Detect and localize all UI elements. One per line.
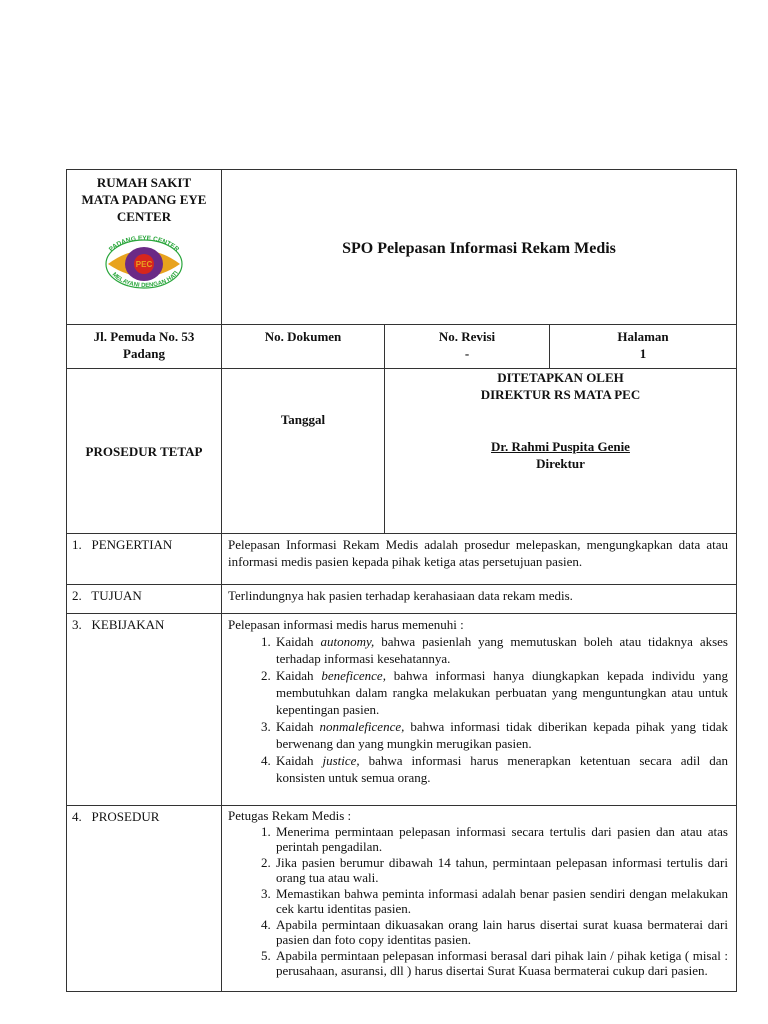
list-item: 2. Kaidah beneficence, bahwa informasi hanya diungkapkan kepada individu yang membutuhkan dalam rangka melakukan perbuatan yang menguntungkan atau untuk kepentingan pasien. (274, 667, 728, 718)
doc-number-label: No. Dokumen (264, 329, 342, 344)
list-item: 5. Apabila permintaan pelepasan informasi berasal dari pihak lain / pihak ketiga ( misal : perusahaan, asuransi, dll ) harus disertai Surat Kuasa bermaterai cukup dari pasien. (274, 948, 728, 979)
prosedur-intro: Petugas Rekam Medis : (228, 808, 352, 823)
logo-center-text: PEC (135, 260, 153, 269)
signer-name: Dr. Rahmi Puspita Genie (491, 439, 630, 454)
address-line2: Padang (123, 346, 165, 361)
date-cell (222, 369, 385, 534)
revision-label: No. Revisi (438, 329, 496, 344)
set-by-line2: DIREKTUR RS MATA PEC (480, 387, 641, 402)
kebijakan-intro: Pelepasan informasi medis harus memenuhi : (228, 617, 464, 632)
section-kebijakan-label: 3. KEBIJAKAN (67, 614, 222, 806)
list-item: 1. Menerima permintaan pelepasan informasi secara tertulis dari pasien dan atau atas perintah pengadilan. (274, 824, 728, 855)
list-item: 1. Kaidah autonomy, bahwa pasienlah yang memutuskan boleh atau tidaknya akses terhadap informasi kesehatannya. (274, 633, 728, 667)
page-label: Halaman (617, 329, 669, 344)
doc-number-cell (222, 325, 385, 369)
logo-bottom-text: MELAYANI DENGAN HATI (110, 270, 180, 289)
prosedur-list (228, 824, 728, 979)
revision-cell (385, 325, 550, 369)
document-title-cell (222, 170, 737, 325)
section-kebijakan-body (222, 614, 737, 806)
signer-title: Direktur (536, 456, 585, 471)
hospital-name-line2: MATA PADANG EYE (81, 192, 207, 207)
pec-logo (96, 231, 192, 293)
list-item: 2. Jika pasien berumur dibawah 14 tahun, permintaan pelepasan informasi tertulis dari orang tua atau wali. (274, 855, 728, 886)
hospital-name (67, 170, 221, 225)
procedure-label-cell (67, 369, 222, 534)
section-prosedur-label: 4. PROSEDUR (67, 806, 222, 992)
hospital-name-line3: CENTER (116, 209, 172, 224)
spo-document (66, 169, 736, 992)
logo-top-text: PADANG EYE CENTER (107, 234, 181, 254)
list-item: 4. Apabila permintaan dikuasakan orang lain harus disertai surat kuasa bermaterai dari pasien dan foto copy identitas pasien. (274, 917, 728, 948)
kebijakan-list (228, 633, 728, 786)
approval-cell (385, 369, 737, 534)
section-prosedur-body (222, 806, 737, 992)
section-pengertian-label: 1. PENGERTIAN (67, 534, 222, 585)
list-item: 3. Kaidah nonmaleficence, bahwa informasi tidak diberikan kepada pihak yang tidak berwenang dan yang mungkin merugikan pasien. (274, 718, 728, 752)
document-title: SPO Pelepasan Informasi Rekam Medis (342, 239, 616, 257)
set-by-line1: DITETAPKAN OLEH (497, 370, 624, 385)
spo-table (66, 169, 737, 992)
list-item: 3. Memastikan bahwa peminta informasi adalah benar pasien sendiri dengan melakukan cek kartu identitas pasien. (274, 886, 728, 917)
date-label: Tanggal (280, 412, 326, 427)
hospital-name-line1: RUMAH SAKIT (96, 175, 192, 190)
section-tujuan-label: 2. TUJUAN (67, 585, 222, 614)
address-cell (67, 325, 222, 369)
procedure-label: PROSEDUR TETAP (85, 443, 203, 459)
address-line1: Jl. Pemuda No. 53 (93, 329, 195, 344)
page-cell (550, 325, 737, 369)
section-pengertian-text: Pelepasan Informasi Rekam Medis adalah prosedur melepaskan, mengungkapkan data atau informasi medis pasien kepada pihak ketiga atas persetujuan pasien. (222, 534, 737, 585)
list-item: 4. Kaidah justice, bahwa informasi harus menerapkan ketentuan secara adil dan konsisten untuk semua orang. (274, 752, 728, 786)
section-tujuan-text: Terlindungnya hak pasien terhadap kerahasiaan data rekam medis. (222, 585, 737, 614)
revision-value: - (464, 346, 470, 361)
hospital-header-cell (67, 170, 222, 325)
page-value: 1 (639, 346, 647, 361)
